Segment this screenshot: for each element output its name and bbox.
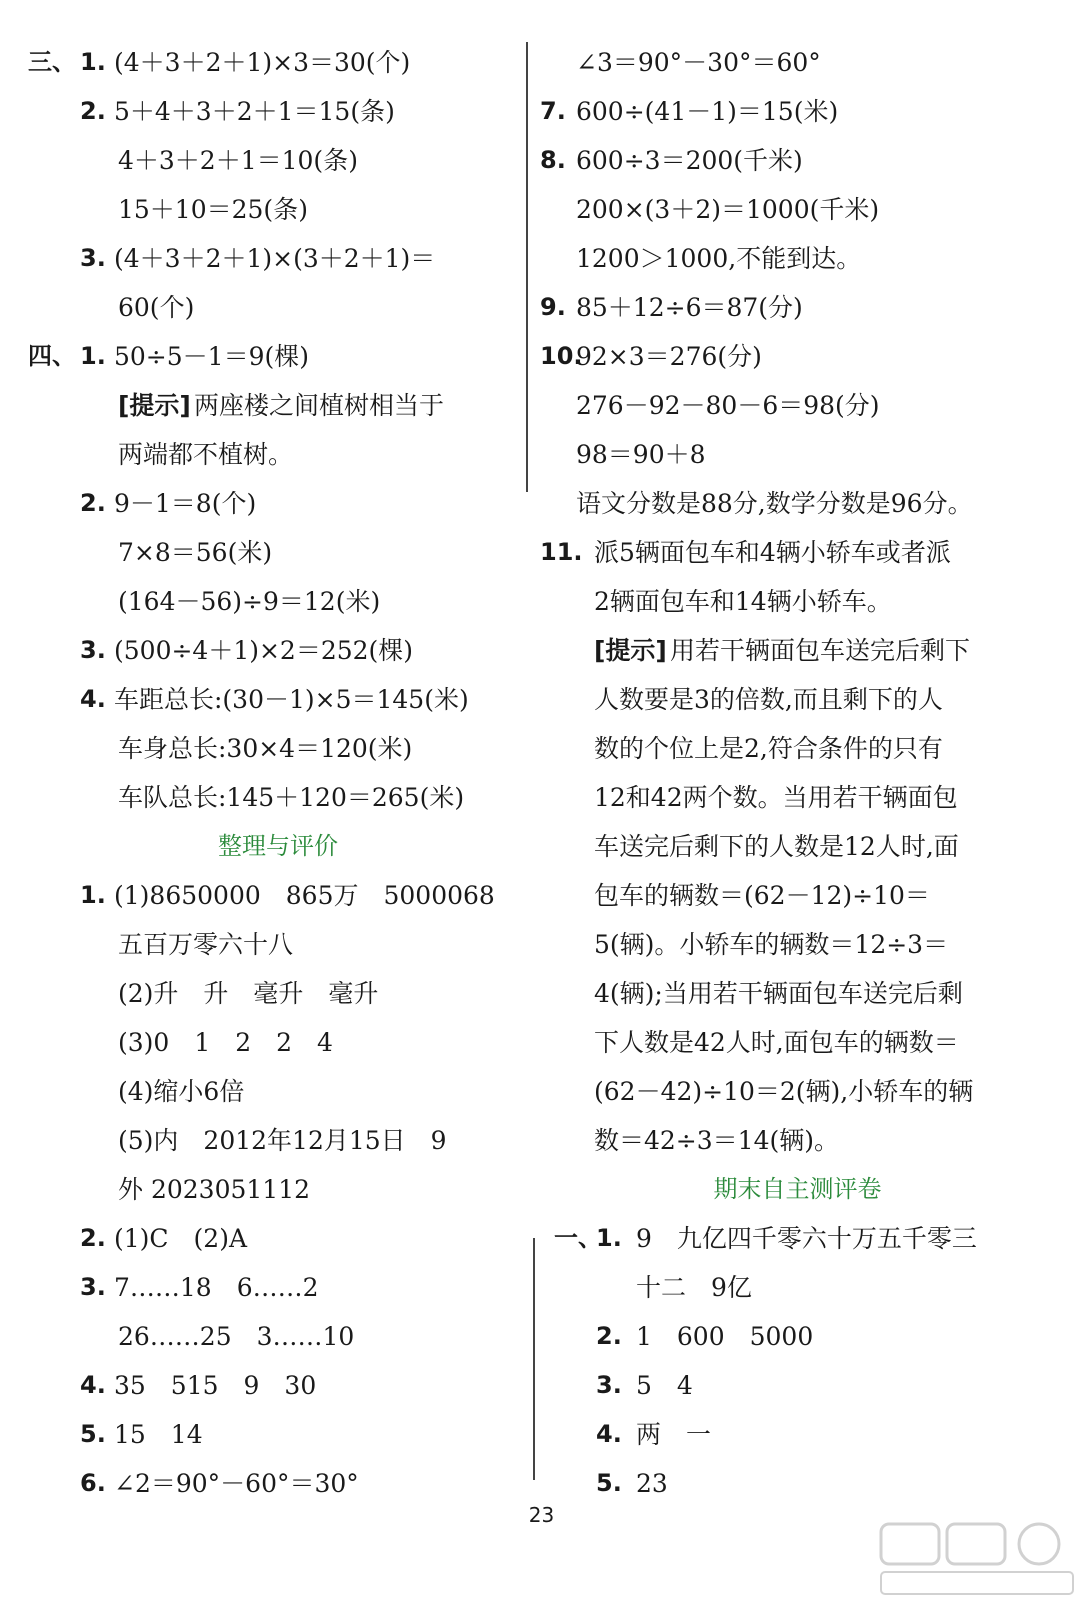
question-number: 2. — [80, 97, 106, 125]
answer-text: 5(辆)。小轿车的辆数＝12÷3＝ — [594, 930, 949, 959]
answer-text: 7×8＝56(米) — [118, 538, 273, 567]
answer-text: 人数要是3的倍数,而且剩下的人 — [594, 685, 943, 714]
answer-line — [540, 1018, 1055, 1067]
answer-text: 数的个位上是2,符合条件的只有 — [594, 734, 943, 763]
answer-line — [540, 479, 1055, 528]
answer-line — [28, 234, 528, 283]
answer-text: 车身总长:30×4＝120(米) — [118, 734, 413, 763]
answer-line — [28, 283, 528, 332]
column-divider — [526, 42, 528, 492]
answer-text: ∠3＝90°－30°＝60° — [576, 48, 821, 77]
hint-label: [提示] — [118, 391, 191, 420]
answer-text: (3)0 1 2 2 4 — [118, 1028, 333, 1057]
answer-text: 60(个) — [118, 293, 195, 322]
answer-line — [540, 773, 1055, 822]
answer-text: (4)缩小6倍 — [118, 1077, 245, 1106]
question-number: 5. — [596, 1469, 622, 1497]
answer-line — [540, 87, 1055, 136]
answer-line — [540, 185, 1055, 234]
answer-text: 23 — [636, 1469, 668, 1498]
answer-line — [28, 1116, 528, 1165]
answer-text: (4＋3＋2＋1)×3＝30(个) — [114, 48, 411, 77]
answer-line — [540, 1459, 1055, 1508]
answer-text: 92×3＝276(分) — [576, 342, 762, 371]
answer-line — [28, 920, 528, 969]
answer-line — [28, 87, 528, 136]
answer-line — [28, 1263, 528, 1312]
answer-text: 98＝90＋8 — [576, 440, 706, 469]
answer-text: 1 600 5000 — [636, 1322, 814, 1351]
question-number: 1. — [80, 48, 106, 76]
answer-text: 50÷5－1＝9(棵) — [114, 342, 309, 371]
answer-line — [540, 920, 1055, 969]
question-number: 4. — [596, 1420, 622, 1448]
answer-text: 派5辆面包车和4辆小轿车或者派 — [594, 538, 951, 567]
answer-line — [540, 38, 1055, 87]
answer-line — [540, 871, 1055, 920]
answer-line — [28, 1018, 528, 1067]
answer-text: (62－42)÷10＝2(辆),小轿车的辆 — [594, 1077, 974, 1106]
answer-text: 4＋3＋2＋1＝10(条) — [118, 146, 358, 175]
answer-line — [540, 136, 1055, 185]
answer-line — [28, 626, 528, 675]
question-number: 2. — [80, 1224, 106, 1252]
question-number: 2. — [596, 1322, 622, 1350]
answer-text: 5＋4＋3＋2＋1＝15(条) — [114, 97, 395, 126]
answer-line — [540, 724, 1055, 773]
answer-line — [540, 528, 1055, 577]
question-number: 1. — [80, 342, 106, 370]
question-number: 1. — [596, 1224, 622, 1252]
answer-line — [540, 1361, 1055, 1410]
answer-line — [540, 969, 1055, 1018]
answer-text: (4＋3＋2＋1)×(3＋2＋1)＝ — [114, 244, 436, 273]
answer-text: 15 14 — [114, 1420, 203, 1449]
answer-text: 26……25 3……10 — [118, 1322, 355, 1351]
answer-text: 两端都不植树。 — [118, 440, 294, 469]
answer-line — [540, 234, 1055, 283]
section-number: 三、 — [28, 48, 76, 76]
section-divider — [533, 1238, 535, 1480]
answer-line — [540, 430, 1055, 479]
question-number: 10. — [540, 342, 583, 370]
question-number: 7. — [540, 97, 566, 125]
answer-line — [28, 430, 528, 479]
hint-label: [提示] — [594, 636, 667, 665]
answer-line — [540, 1410, 1055, 1459]
answer-text: 两 一 — [636, 1420, 712, 1449]
answer-text: 7……18 6……2 — [114, 1273, 319, 1302]
answer-text: 9－1＝8(个) — [114, 489, 257, 518]
question-number: 3. — [80, 636, 106, 664]
question-number: 2. — [80, 489, 106, 517]
answer-line — [540, 577, 1055, 626]
answer-text: 4(辆);当用若干辆面包车送完后剩 — [594, 979, 963, 1008]
answer-line — [28, 381, 528, 430]
question-number: 8. — [540, 146, 566, 174]
answer-line — [28, 528, 528, 577]
question-number: 1. — [80, 881, 106, 909]
answer-line — [28, 724, 528, 773]
answer-line — [28, 479, 528, 528]
answer-line — [28, 1214, 528, 1263]
question-number: 11. — [540, 538, 583, 566]
answer-line — [28, 1361, 528, 1410]
answer-line — [28, 773, 528, 822]
answer-line — [540, 332, 1055, 381]
answer-text: 包车的辆数＝(62－12)÷10＝ — [594, 881, 930, 910]
question-number: 5. — [80, 1420, 106, 1448]
answer-line — [28, 675, 528, 724]
answer-text: 9 九亿四千零六十万五千零三 — [636, 1224, 977, 1253]
section-number: 一、 — [554, 1224, 602, 1252]
question-number: 3. — [596, 1371, 622, 1399]
answer-line — [540, 1067, 1055, 1116]
answer-line — [28, 136, 528, 185]
question-number: 4. — [80, 1371, 106, 1399]
answer-line — [540, 1263, 1055, 1312]
answer-text: 两座楼之间植树相当于 — [194, 391, 445, 420]
section-number: 四、 — [28, 342, 76, 370]
answer-text: 1200＞1000,不能到达。 — [576, 244, 862, 273]
answer-line — [28, 577, 528, 626]
answer-text: (500÷4＋1)×2＝252(棵) — [114, 636, 414, 665]
answer-line — [540, 1116, 1055, 1165]
answer-line — [540, 1214, 1055, 1263]
answer-text: 85＋12÷6＝87(分) — [576, 293, 803, 322]
answer-text: 600÷3＝200(千米) — [576, 146, 803, 175]
answer-text: (5)内 2012年12月15日 9 — [118, 1126, 447, 1155]
answer-line — [28, 1459, 528, 1508]
answer-text: 35 515 9 30 — [114, 1371, 317, 1400]
answer-text: 600÷(41－1)＝15(米) — [576, 97, 839, 126]
question-number: 4. — [80, 685, 106, 713]
answer-line — [28, 1067, 528, 1116]
answer-text: 车距总长:(30－1)×5＝145(米) — [114, 685, 469, 714]
answer-text: 语文分数是88分,数学分数是96分。 — [576, 489, 973, 518]
question-number: 3. — [80, 244, 106, 272]
answer-text: ∠2＝90°－60°＝30° — [114, 1469, 359, 1498]
right-column — [540, 38, 1055, 1508]
answer-text: (1)8650000 865万 5000068 — [114, 881, 495, 910]
answer-text: 276－92－80－6＝98(分) — [576, 391, 880, 420]
answer-line — [28, 1165, 528, 1214]
watermark-logo — [877, 1520, 1077, 1598]
answer-text: 用若干辆面包车送完后剩下 — [670, 636, 971, 665]
answer-line — [540, 283, 1055, 332]
answer-line — [28, 332, 528, 381]
answer-line — [28, 1410, 528, 1459]
answer-text: 数＝42÷3＝14(辆)。 — [594, 1126, 839, 1155]
answer-line — [540, 626, 1055, 675]
answer-text: 车送完后剩下的人数是12人时,面 — [594, 832, 959, 861]
answer-text: 15＋10＝25(条) — [118, 195, 308, 224]
answer-line — [540, 822, 1055, 871]
answer-text: 外 2023051112 — [118, 1175, 311, 1204]
answer-line — [540, 675, 1055, 724]
answer-text: (164－56)÷9＝12(米) — [118, 587, 381, 616]
answer-line — [28, 38, 528, 87]
answer-line — [540, 381, 1055, 430]
answer-line — [540, 1312, 1055, 1361]
answer-text: 12和42两个数。当用若干辆面包 — [594, 783, 958, 812]
answer-text: 五百万零六十八 — [118, 930, 294, 959]
section-heading: 整理与评价 — [218, 832, 338, 860]
question-number: 6. — [80, 1469, 106, 1497]
answer-line — [28, 871, 528, 920]
answer-text: (1)C (2)A — [114, 1224, 248, 1253]
answer-line — [28, 969, 528, 1018]
answer-text: 200×(3＋2)＝1000(千米) — [576, 195, 880, 224]
answer-text: 下人数是42人时,面包车的辆数＝ — [594, 1028, 959, 1057]
question-number: 3. — [80, 1273, 106, 1301]
answer-line — [28, 1312, 528, 1361]
answer-text: 2辆面包车和14辆小轿车。 — [594, 587, 892, 616]
answer-text: 十二 9亿 — [636, 1273, 752, 1302]
answer-line — [28, 185, 528, 234]
page-number: 23 — [528, 1503, 555, 1527]
answer-text: (2)升 升 毫升 毫升 — [118, 979, 379, 1008]
answer-text: 5 4 — [636, 1371, 693, 1400]
answer-text: 车队总长:145＋120＝265(米) — [118, 783, 465, 812]
left-column — [28, 38, 528, 1508]
question-number: 9. — [540, 293, 566, 321]
section-heading: 期末自主测评卷 — [713, 1175, 882, 1203]
